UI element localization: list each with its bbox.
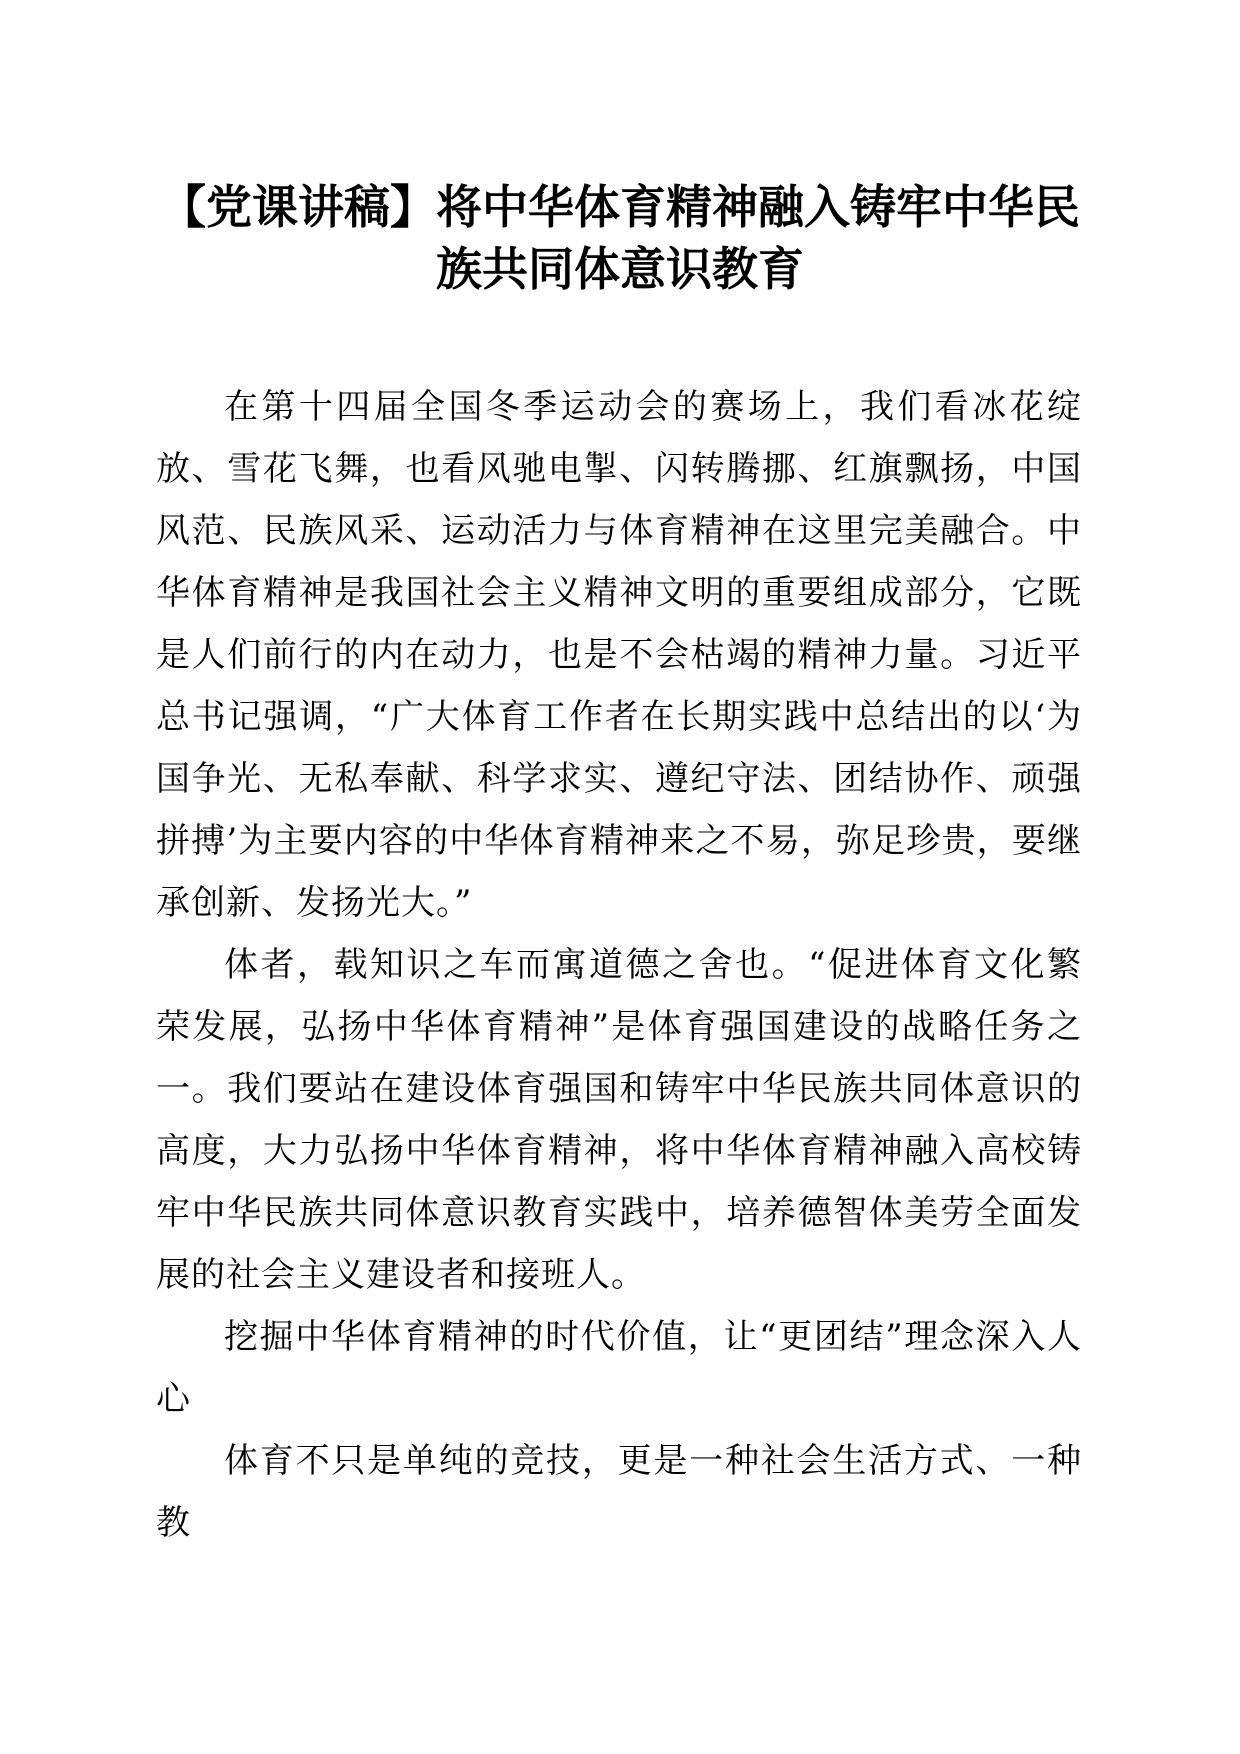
paragraph-1: 在第十四届全国冬季运动会的赛场上，我们看冰花绽放、雪花飞舞，也看风驰电掣、闪转腾挪、红旗飘扬，中国风范、民族风采、运动活力与体育精神在这里完美融合。中华体育精神是我国社会主义精神文明的重要组成部分，它既是人们前行的内在动力，也是不会枯竭的精神力量。习近平总书记强调，“广大体育工作者在长期实践中总结出的以‘为国争光、无私奉献、科学求实、遵纪守法、团结协作、顽强拼搏’为主要内容的中华体育精神来之不易，弥足珍贵，要继承创新、发扬光大。” — [156, 387, 1082, 923]
document-title: 【党课讲稿】将中华体育精神融入铸牢中华民族共同体意识教育 — [160, 180, 1080, 296]
paragraph-2: 体者，载知识之车而寓道德之舍也。“促进体育文化繁荣发展，弘扬中华体育精神”是体育强国建设的战略任务之一。我们要站在建设体育强国和铸牢中华民族共同体意识的高度，大力弘扬中华体育精神，将中华体育精神融入高校铸牢中华民族共同体意识教育实践中，培养德智体美劳全面发展的社会主义建设者和接班人。 — [156, 945, 1082, 1295]
paragraph-3: 体育不只是单纯的竞技，更是一种社会生活方式、一种教 — [156, 1441, 1082, 1543]
section-heading: 挖掘中华体育精神的时代价值，让“更团结”理念深入人心 — [156, 1317, 1082, 1419]
document-body — [156, 376, 1082, 1554]
